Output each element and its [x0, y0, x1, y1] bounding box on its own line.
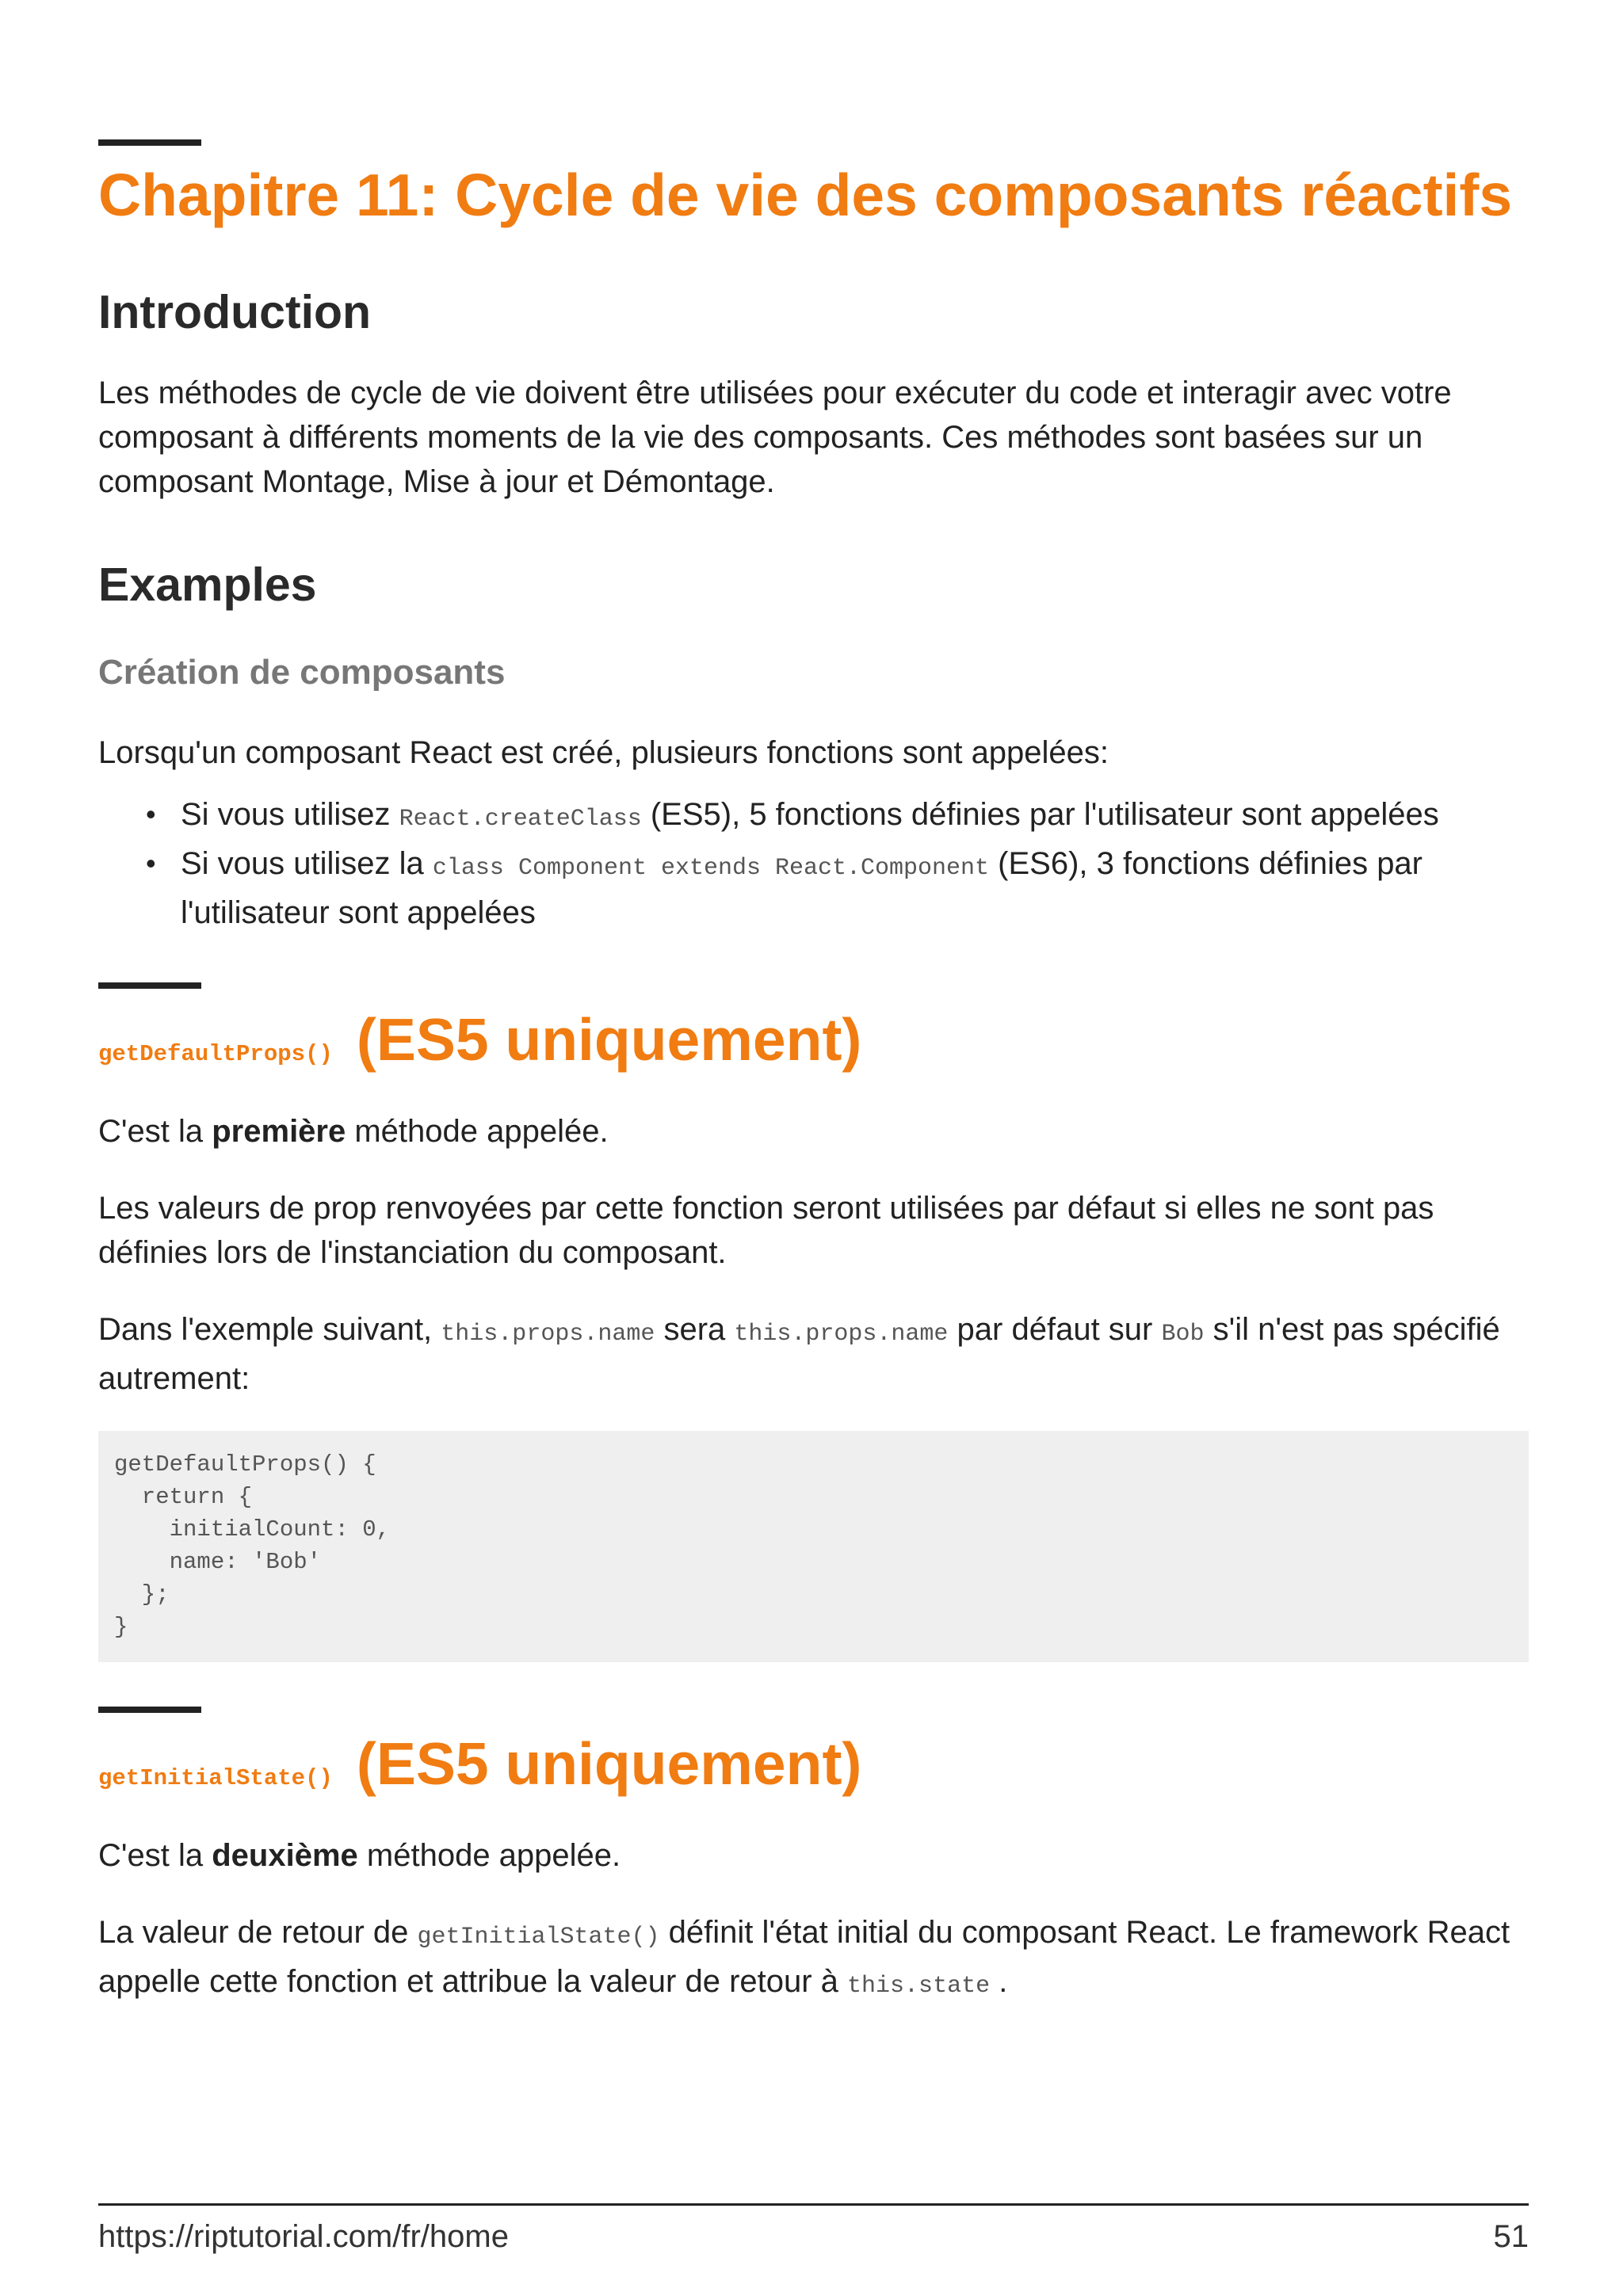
creation-subheading: Création de composants [98, 653, 506, 692]
text: s'il n'est pas spécifié autrement: [98, 1312, 1500, 1396]
examples-lead: Lorsqu'un composant React est créé, plusieurs fonctions sont appelées: [98, 735, 1109, 770]
inline-code: Bob [1161, 1321, 1205, 1348]
list-item [146, 792, 1529, 841]
inline-code: class Component extends React.Component [432, 855, 990, 882]
section-function-name: getDefaultProps() [98, 1041, 333, 1067]
text: Dans l'exemple suivant, [98, 1312, 441, 1347]
default-props-example-paragraph [98, 1307, 1529, 1401]
inline-code: this.props.name [441, 1321, 655, 1348]
inline-code: this.props.name [734, 1321, 949, 1348]
chapter-rule [98, 139, 201, 146]
section-heading-suffix: (ES5 uniquement) [356, 1006, 862, 1073]
initial-state-description [98, 1910, 1529, 2008]
bold-text: deuxième [212, 1838, 358, 1873]
default-props-order-paragraph [98, 1109, 1529, 1154]
section-heading-default-props [98, 997, 1529, 1082]
initial-state-order-paragraph [98, 1833, 1529, 1878]
inline-code: React.createClass [399, 806, 642, 833]
bullet-text: Si vous utilisez la [181, 846, 433, 881]
section-heading-suffix: (ES5 uniquement) [356, 1730, 862, 1797]
chapter-title: Chapitre 11: Cycle de vie des composants réactifs [98, 162, 1513, 228]
inline-code: this.state [847, 1973, 991, 2000]
text: C'est la [98, 1114, 212, 1149]
bold-text: première [212, 1114, 346, 1149]
text: par défaut sur [948, 1312, 1162, 1347]
inline-code: getInitialState() [417, 1924, 660, 1951]
text: sera [655, 1312, 735, 1347]
section-rule [98, 1707, 201, 1713]
text: méthode appelée. [346, 1114, 609, 1149]
document-page [98, 0, 1529, 2008]
bullet-text: (ES6), 3 fonctions définies par l'utilisateur sont appelées [181, 846, 1423, 930]
section-function-name: getInitialState() [98, 1765, 333, 1791]
bullet-text: Si vous utilisez [181, 797, 399, 832]
section-heading-initial-state [98, 1721, 1529, 1806]
footer-url: https://riptutorial.com/fr/home [98, 2219, 509, 2254]
bullet-icon: • [146, 798, 156, 830]
text: C'est la [98, 1838, 212, 1873]
default-props-description: Les valeurs de prop renvoyées par cette fonction seront utilisées par défaut si elles ne sont pas définies lors de l'instanciation du composant. [98, 1191, 1434, 1270]
bullet-icon: • [146, 847, 156, 879]
creation-bullet-list [98, 792, 1529, 935]
text: définit l'état initial du composant React. Le framework React appelle cette fonction et attribue la valeur de retour à [98, 1915, 1510, 1999]
bullet-text: (ES5), 5 fonctions définies par l'utilisateur sont appelées [641, 797, 1439, 832]
section-rule [98, 982, 201, 989]
text: méthode appelée. [357, 1838, 621, 1873]
introduction-heading: Introduction [98, 286, 372, 338]
page-number: 51 [1493, 2219, 1529, 2254]
code-block [98, 1431, 1529, 1662]
examples-heading: Examples [98, 559, 317, 611]
text: La valeur de retour de [98, 1915, 418, 1950]
list-item [146, 841, 1529, 935]
code-block-content: getDefaultProps() { return { initialCount: 0, name: 'Bob' }; } [114, 1451, 391, 1640]
introduction-paragraph: Les méthodes de cycle de vie doivent être utilisées pour exécuter du code et interagir avec votre composant à différents moments de la vie des composants. Ces méthodes sont basées sur un composant Montage, Mise à jour et Démontage. [98, 376, 1452, 499]
footer-rule [98, 2203, 1529, 2206]
text: . [990, 1964, 1008, 1999]
